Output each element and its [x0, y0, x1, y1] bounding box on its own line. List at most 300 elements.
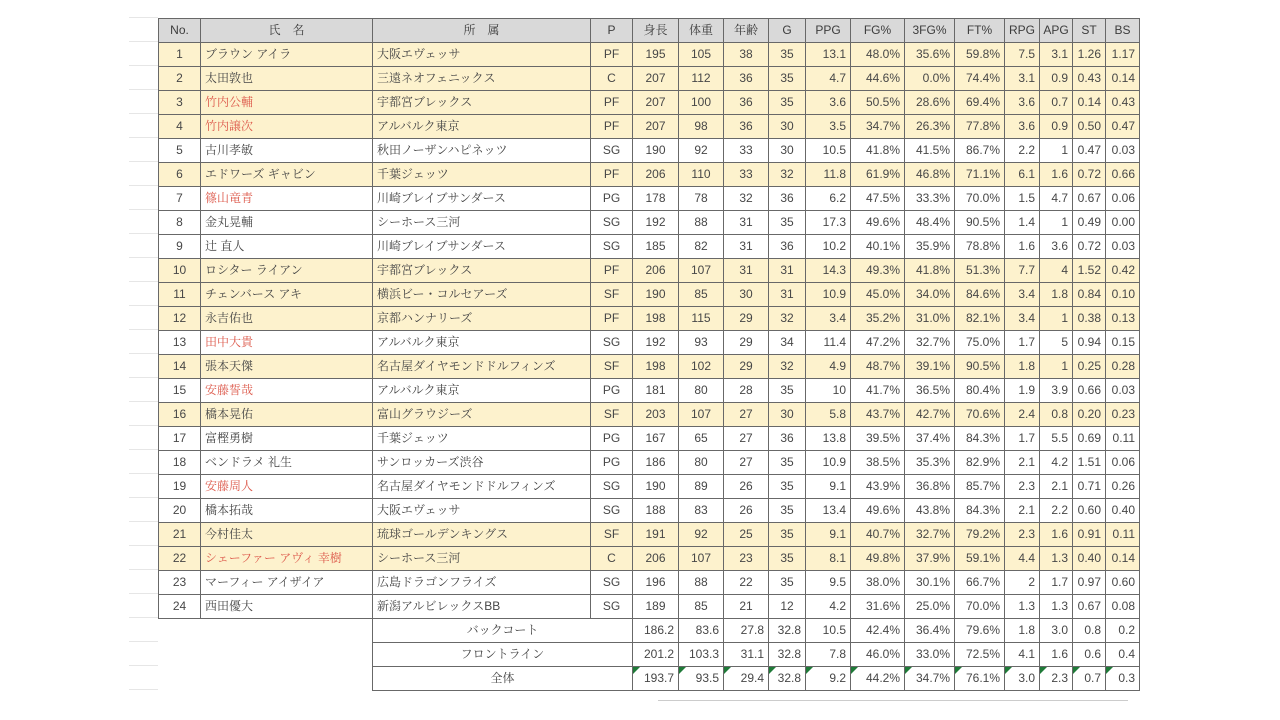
- player-name-cell[interactable]: 安藤周人: [201, 475, 373, 499]
- player-name-cell[interactable]: 辻 直人: [201, 235, 373, 259]
- player-fg-pct-cell[interactable]: 49.6%: [851, 211, 905, 235]
- player-height-cell[interactable]: 181: [633, 379, 679, 403]
- player-ft-pct-cell[interactable]: 85.7%: [955, 475, 1005, 499]
- player-fg-pct-cell[interactable]: 35.2%: [851, 307, 905, 331]
- player-position-cell[interactable]: PF: [591, 163, 633, 187]
- player-fg-pct-cell[interactable]: 49.6%: [851, 499, 905, 523]
- player-st-cell[interactable]: 0.69: [1073, 427, 1106, 451]
- player-st-cell[interactable]: 0.72: [1073, 163, 1106, 187]
- player-apg-cell[interactable]: 1: [1040, 355, 1073, 379]
- player-apg-cell[interactable]: 4.7: [1040, 187, 1073, 211]
- player-rpg-cell[interactable]: 7.5: [1005, 43, 1040, 67]
- player-team-cell[interactable]: 横浜ビー・コルセアーズ: [373, 283, 591, 307]
- player-ft-pct-cell[interactable]: 51.3%: [955, 259, 1005, 283]
- summary-fg-pct-cell[interactable]: 44.2%: [851, 667, 905, 691]
- summary-rpg-cell[interactable]: 3.0: [1005, 667, 1040, 691]
- player-team-cell[interactable]: アルバルク東京: [373, 331, 591, 355]
- player-height-cell[interactable]: 207: [633, 91, 679, 115]
- player-position-cell[interactable]: PF: [591, 91, 633, 115]
- player-3fg-pct-cell[interactable]: 37.9%: [905, 547, 955, 571]
- player-fg-pct-cell[interactable]: 43.9%: [851, 475, 905, 499]
- player-no-cell[interactable]: 18: [159, 451, 201, 475]
- player-team-cell[interactable]: サンロッカーズ渋谷: [373, 451, 591, 475]
- player-weight-cell[interactable]: 105: [679, 43, 724, 67]
- player-bs-cell[interactable]: 0.40: [1106, 499, 1140, 523]
- player-3fg-pct-cell[interactable]: 33.3%: [905, 187, 955, 211]
- player-height-cell[interactable]: 178: [633, 187, 679, 211]
- player-no-cell[interactable]: 14: [159, 355, 201, 379]
- player-weight-cell[interactable]: 100: [679, 91, 724, 115]
- player-apg-cell[interactable]: 1: [1040, 307, 1073, 331]
- player-rpg-cell[interactable]: 1.8: [1005, 355, 1040, 379]
- summary-st-cell[interactable]: 0.6: [1073, 643, 1106, 667]
- player-fg-pct-cell[interactable]: 39.5%: [851, 427, 905, 451]
- player-name-cell[interactable]: 橋本拓哉: [201, 499, 373, 523]
- player-height-cell[interactable]: 190: [633, 283, 679, 307]
- summary-3fg-pct-cell[interactable]: 36.4%: [905, 619, 955, 643]
- player-team-cell[interactable]: アルバルク東京: [373, 115, 591, 139]
- summary-rpg-cell[interactable]: 1.8: [1005, 619, 1040, 643]
- player-team-cell[interactable]: 千葉ジェッツ: [373, 163, 591, 187]
- player-st-cell[interactable]: 1.52: [1073, 259, 1106, 283]
- player-apg-cell[interactable]: 1.7: [1040, 571, 1073, 595]
- player-no-cell[interactable]: 4: [159, 115, 201, 139]
- player-rpg-cell[interactable]: 2: [1005, 571, 1040, 595]
- summary-bs-cell[interactable]: 0.2: [1106, 619, 1140, 643]
- player-ppg-cell[interactable]: 3.6: [806, 91, 851, 115]
- player-age-cell[interactable]: 27: [724, 427, 769, 451]
- summary-apg-cell[interactable]: 3.0: [1040, 619, 1073, 643]
- column-header-games[interactable]: G: [769, 19, 806, 43]
- player-ppg-cell[interactable]: 3.4: [806, 307, 851, 331]
- player-bs-cell[interactable]: 0.06: [1106, 451, 1140, 475]
- column-header-name[interactable]: 氏 名: [201, 19, 373, 43]
- player-weight-cell[interactable]: 85: [679, 283, 724, 307]
- player-3fg-pct-cell[interactable]: 35.6%: [905, 43, 955, 67]
- summary-ft-pct-cell[interactable]: 79.6%: [955, 619, 1005, 643]
- player-team-cell[interactable]: 宇都宮ブレックス: [373, 259, 591, 283]
- player-3fg-pct-cell[interactable]: 32.7%: [905, 331, 955, 355]
- player-games-cell[interactable]: 35: [769, 475, 806, 499]
- player-position-cell[interactable]: SG: [591, 499, 633, 523]
- player-fg-pct-cell[interactable]: 44.6%: [851, 67, 905, 91]
- player-no-cell[interactable]: 1: [159, 43, 201, 67]
- player-fg-pct-cell[interactable]: 38.5%: [851, 451, 905, 475]
- player-height-cell[interactable]: 192: [633, 211, 679, 235]
- player-ppg-cell[interactable]: 5.8: [806, 403, 851, 427]
- player-age-cell[interactable]: 22: [724, 571, 769, 595]
- player-weight-cell[interactable]: 82: [679, 235, 724, 259]
- player-games-cell[interactable]: 12: [769, 595, 806, 619]
- player-age-cell[interactable]: 29: [724, 307, 769, 331]
- player-st-cell[interactable]: 0.60: [1073, 499, 1106, 523]
- player-rpg-cell[interactable]: 1.6: [1005, 235, 1040, 259]
- summary-st-cell[interactable]: 0.7: [1073, 667, 1106, 691]
- player-st-cell[interactable]: 0.71: [1073, 475, 1106, 499]
- player-age-cell[interactable]: 26: [724, 499, 769, 523]
- player-team-cell[interactable]: 大阪エヴェッサ: [373, 43, 591, 67]
- player-weight-cell[interactable]: 110: [679, 163, 724, 187]
- player-rpg-cell[interactable]: 2.1: [1005, 499, 1040, 523]
- player-ft-pct-cell[interactable]: 78.8%: [955, 235, 1005, 259]
- player-st-cell[interactable]: 0.50: [1073, 115, 1106, 139]
- player-ppg-cell[interactable]: 13.4: [806, 499, 851, 523]
- column-header-no[interactable]: No.: [159, 19, 201, 43]
- player-height-cell[interactable]: 167: [633, 427, 679, 451]
- player-games-cell[interactable]: 35: [769, 451, 806, 475]
- player-ppg-cell[interactable]: 10.2: [806, 235, 851, 259]
- player-3fg-pct-cell[interactable]: 43.8%: [905, 499, 955, 523]
- player-height-cell[interactable]: 195: [633, 43, 679, 67]
- player-fg-pct-cell[interactable]: 48.7%: [851, 355, 905, 379]
- column-header-3fg-pct[interactable]: 3FG%: [905, 19, 955, 43]
- player-bs-cell[interactable]: 0.03: [1106, 379, 1140, 403]
- player-apg-cell[interactable]: 1: [1040, 211, 1073, 235]
- summary-bs-cell[interactable]: 0.4: [1106, 643, 1140, 667]
- player-team-cell[interactable]: シーホース三河: [373, 211, 591, 235]
- summary-3fg-pct-cell[interactable]: 34.7%: [905, 667, 955, 691]
- player-name-cell[interactable]: 金丸晃輔: [201, 211, 373, 235]
- player-name-cell[interactable]: 今村佳太: [201, 523, 373, 547]
- player-3fg-pct-cell[interactable]: 34.0%: [905, 283, 955, 307]
- player-bs-cell[interactable]: 0.47: [1106, 115, 1140, 139]
- player-no-cell[interactable]: 21: [159, 523, 201, 547]
- player-no-cell[interactable]: 15: [159, 379, 201, 403]
- player-3fg-pct-cell[interactable]: 41.5%: [905, 139, 955, 163]
- player-bs-cell[interactable]: 0.15: [1106, 331, 1140, 355]
- player-no-cell[interactable]: 17: [159, 427, 201, 451]
- player-no-cell[interactable]: 3: [159, 91, 201, 115]
- player-bs-cell[interactable]: 0.14: [1106, 547, 1140, 571]
- player-weight-cell[interactable]: 92: [679, 523, 724, 547]
- player-rpg-cell[interactable]: 3.4: [1005, 283, 1040, 307]
- player-rpg-cell[interactable]: 3.1: [1005, 67, 1040, 91]
- player-position-cell[interactable]: PF: [591, 259, 633, 283]
- player-games-cell[interactable]: 35: [769, 571, 806, 595]
- player-no-cell[interactable]: 9: [159, 235, 201, 259]
- player-weight-cell[interactable]: 88: [679, 211, 724, 235]
- summary-label-cell[interactable]: フロントライン: [373, 643, 633, 667]
- player-apg-cell[interactable]: 1.3: [1040, 547, 1073, 571]
- player-ft-pct-cell[interactable]: 59.1%: [955, 547, 1005, 571]
- player-bs-cell[interactable]: 0.11: [1106, 427, 1140, 451]
- player-ft-pct-cell[interactable]: 90.5%: [955, 355, 1005, 379]
- player-team-cell[interactable]: 秋田ノーザンハピネッツ: [373, 139, 591, 163]
- column-header-ppg[interactable]: PPG: [806, 19, 851, 43]
- player-ft-pct-cell[interactable]: 70.0%: [955, 595, 1005, 619]
- summary-fg-pct-cell[interactable]: 42.4%: [851, 619, 905, 643]
- player-games-cell[interactable]: 36: [769, 427, 806, 451]
- player-rpg-cell[interactable]: 6.1: [1005, 163, 1040, 187]
- summary-bs-cell[interactable]: 0.3: [1106, 667, 1140, 691]
- player-name-cell[interactable]: 橋本晃佑: [201, 403, 373, 427]
- player-height-cell[interactable]: 206: [633, 259, 679, 283]
- player-height-cell[interactable]: 191: [633, 523, 679, 547]
- player-position-cell[interactable]: PF: [591, 307, 633, 331]
- summary-weight-cell[interactable]: 103.3: [679, 643, 724, 667]
- player-position-cell[interactable]: SG: [591, 571, 633, 595]
- player-st-cell[interactable]: 0.97: [1073, 571, 1106, 595]
- player-position-cell[interactable]: SG: [591, 595, 633, 619]
- player-games-cell[interactable]: 35: [769, 91, 806, 115]
- player-position-cell[interactable]: PG: [591, 427, 633, 451]
- player-height-cell[interactable]: 189: [633, 595, 679, 619]
- player-position-cell[interactable]: SG: [591, 139, 633, 163]
- player-ft-pct-cell[interactable]: 80.4%: [955, 379, 1005, 403]
- player-no-cell[interactable]: 8: [159, 211, 201, 235]
- player-age-cell[interactable]: 36: [724, 91, 769, 115]
- summary-games-cell[interactable]: 32.8: [769, 643, 806, 667]
- player-fg-pct-cell[interactable]: 47.5%: [851, 187, 905, 211]
- player-fg-pct-cell[interactable]: 50.5%: [851, 91, 905, 115]
- player-st-cell[interactable]: 0.66: [1073, 379, 1106, 403]
- column-header-st[interactable]: ST: [1073, 19, 1106, 43]
- player-position-cell[interactable]: PG: [591, 187, 633, 211]
- player-games-cell[interactable]: 30: [769, 403, 806, 427]
- player-position-cell[interactable]: SF: [591, 403, 633, 427]
- player-fg-pct-cell[interactable]: 49.8%: [851, 547, 905, 571]
- column-header-fg-pct[interactable]: FG%: [851, 19, 905, 43]
- player-apg-cell[interactable]: 5.5: [1040, 427, 1073, 451]
- player-games-cell[interactable]: 34: [769, 331, 806, 355]
- player-no-cell[interactable]: 20: [159, 499, 201, 523]
- player-st-cell[interactable]: 0.91: [1073, 523, 1106, 547]
- player-team-cell[interactable]: 名古屋ダイヤモンドドルフィンズ: [373, 475, 591, 499]
- player-age-cell[interactable]: 29: [724, 331, 769, 355]
- player-height-cell[interactable]: 196: [633, 571, 679, 595]
- summary-ppg-cell[interactable]: 10.5: [806, 619, 851, 643]
- player-bs-cell[interactable]: 0.60: [1106, 571, 1140, 595]
- player-height-cell[interactable]: 198: [633, 307, 679, 331]
- player-st-cell[interactable]: 0.25: [1073, 355, 1106, 379]
- player-height-cell[interactable]: 188: [633, 499, 679, 523]
- player-ppg-cell[interactable]: 10: [806, 379, 851, 403]
- player-age-cell[interactable]: 29: [724, 355, 769, 379]
- player-3fg-pct-cell[interactable]: 32.7%: [905, 523, 955, 547]
- player-age-cell[interactable]: 33: [724, 163, 769, 187]
- player-name-cell[interactable]: マーフィー アイザイア: [201, 571, 373, 595]
- summary-apg-cell[interactable]: 2.3: [1040, 667, 1073, 691]
- player-rpg-cell[interactable]: 7.7: [1005, 259, 1040, 283]
- player-games-cell[interactable]: 36: [769, 235, 806, 259]
- player-height-cell[interactable]: 207: [633, 67, 679, 91]
- player-bs-cell[interactable]: 0.13: [1106, 307, 1140, 331]
- player-rpg-cell[interactable]: 1.9: [1005, 379, 1040, 403]
- player-bs-cell[interactable]: 0.14: [1106, 67, 1140, 91]
- player-team-cell[interactable]: 新潟アルビレックスBB: [373, 595, 591, 619]
- summary-ppg-cell[interactable]: 9.2: [806, 667, 851, 691]
- player-apg-cell[interactable]: 4: [1040, 259, 1073, 283]
- player-no-cell[interactable]: 22: [159, 547, 201, 571]
- player-rpg-cell[interactable]: 2.3: [1005, 523, 1040, 547]
- player-weight-cell[interactable]: 85: [679, 595, 724, 619]
- player-rpg-cell[interactable]: 2.4: [1005, 403, 1040, 427]
- player-ppg-cell[interactable]: 4.2: [806, 595, 851, 619]
- player-st-cell[interactable]: 0.14: [1073, 91, 1106, 115]
- player-age-cell[interactable]: 36: [724, 67, 769, 91]
- player-team-cell[interactable]: 広島ドラゴンフライズ: [373, 571, 591, 595]
- player-ft-pct-cell[interactable]: 70.6%: [955, 403, 1005, 427]
- player-fg-pct-cell[interactable]: 48.0%: [851, 43, 905, 67]
- player-ppg-cell[interactable]: 17.3: [806, 211, 851, 235]
- player-weight-cell[interactable]: 78: [679, 187, 724, 211]
- player-age-cell[interactable]: 31: [724, 259, 769, 283]
- column-header-age[interactable]: 年齢: [724, 19, 769, 43]
- player-position-cell[interactable]: C: [591, 67, 633, 91]
- player-age-cell[interactable]: 25: [724, 523, 769, 547]
- player-fg-pct-cell[interactable]: 41.7%: [851, 379, 905, 403]
- player-age-cell[interactable]: 27: [724, 403, 769, 427]
- player-no-cell[interactable]: 19: [159, 475, 201, 499]
- player-bs-cell[interactable]: 0.08: [1106, 595, 1140, 619]
- player-ft-pct-cell[interactable]: 74.4%: [955, 67, 1005, 91]
- player-ppg-cell[interactable]: 4.7: [806, 67, 851, 91]
- player-ppg-cell[interactable]: 13.1: [806, 43, 851, 67]
- player-height-cell[interactable]: 207: [633, 115, 679, 139]
- player-position-cell[interactable]: SF: [591, 523, 633, 547]
- player-age-cell[interactable]: 23: [724, 547, 769, 571]
- player-3fg-pct-cell[interactable]: 35.9%: [905, 235, 955, 259]
- player-3fg-pct-cell[interactable]: 46.8%: [905, 163, 955, 187]
- player-3fg-pct-cell[interactable]: 30.1%: [905, 571, 955, 595]
- player-ppg-cell[interactable]: 10.5: [806, 139, 851, 163]
- player-weight-cell[interactable]: 80: [679, 379, 724, 403]
- player-bs-cell[interactable]: 1.17: [1106, 43, 1140, 67]
- summary-st-cell[interactable]: 0.8: [1073, 619, 1106, 643]
- player-rpg-cell[interactable]: 1.5: [1005, 187, 1040, 211]
- player-weight-cell[interactable]: 83: [679, 499, 724, 523]
- player-age-cell[interactable]: 30: [724, 283, 769, 307]
- summary-age-cell[interactable]: 29.4: [724, 667, 769, 691]
- summary-ft-pct-cell[interactable]: 72.5%: [955, 643, 1005, 667]
- player-name-cell[interactable]: 竹内公輔: [201, 91, 373, 115]
- summary-apg-cell[interactable]: 1.6: [1040, 643, 1073, 667]
- player-rpg-cell[interactable]: 4.4: [1005, 547, 1040, 571]
- player-fg-pct-cell[interactable]: 40.1%: [851, 235, 905, 259]
- player-apg-cell[interactable]: 3.6: [1040, 235, 1073, 259]
- player-age-cell[interactable]: 36: [724, 115, 769, 139]
- player-name-cell[interactable]: エドワーズ ギャビン: [201, 163, 373, 187]
- player-position-cell[interactable]: PF: [591, 43, 633, 67]
- player-ft-pct-cell[interactable]: 79.2%: [955, 523, 1005, 547]
- player-name-cell[interactable]: 篠山竜青: [201, 187, 373, 211]
- player-ft-pct-cell[interactable]: 66.7%: [955, 571, 1005, 595]
- player-3fg-pct-cell[interactable]: 26.3%: [905, 115, 955, 139]
- player-apg-cell[interactable]: 3.1: [1040, 43, 1073, 67]
- summary-weight-cell[interactable]: 83.6: [679, 619, 724, 643]
- player-name-cell[interactable]: 竹内譲次: [201, 115, 373, 139]
- player-ft-pct-cell[interactable]: 84.6%: [955, 283, 1005, 307]
- player-games-cell[interactable]: 35: [769, 43, 806, 67]
- player-bs-cell[interactable]: 0.43: [1106, 91, 1140, 115]
- summary-height-cell[interactable]: 186.2: [633, 619, 679, 643]
- player-games-cell[interactable]: 35: [769, 499, 806, 523]
- player-ft-pct-cell[interactable]: 86.7%: [955, 139, 1005, 163]
- player-apg-cell[interactable]: 0.9: [1040, 67, 1073, 91]
- player-rpg-cell[interactable]: 3.4: [1005, 307, 1040, 331]
- player-apg-cell[interactable]: 0.9: [1040, 115, 1073, 139]
- player-age-cell[interactable]: 27: [724, 451, 769, 475]
- summary-games-cell[interactable]: 32.8: [769, 619, 806, 643]
- player-height-cell[interactable]: 186: [633, 451, 679, 475]
- player-ppg-cell[interactable]: 14.3: [806, 259, 851, 283]
- player-ppg-cell[interactable]: 11.8: [806, 163, 851, 187]
- player-bs-cell[interactable]: 0.03: [1106, 139, 1140, 163]
- player-fg-pct-cell[interactable]: 41.8%: [851, 139, 905, 163]
- player-ppg-cell[interactable]: 10.9: [806, 451, 851, 475]
- player-bs-cell[interactable]: 0.23: [1106, 403, 1140, 427]
- player-position-cell[interactable]: C: [591, 547, 633, 571]
- summary-height-cell[interactable]: 193.7: [633, 667, 679, 691]
- player-apg-cell[interactable]: 1.3: [1040, 595, 1073, 619]
- player-team-cell[interactable]: 富山グラウジーズ: [373, 403, 591, 427]
- player-team-cell[interactable]: 三遠ネオフェニックス: [373, 67, 591, 91]
- player-name-cell[interactable]: 永吉佑也: [201, 307, 373, 331]
- player-ppg-cell[interactable]: 11.4: [806, 331, 851, 355]
- player-bs-cell[interactable]: 0.03: [1106, 235, 1140, 259]
- player-st-cell[interactable]: 0.47: [1073, 139, 1106, 163]
- player-rpg-cell[interactable]: 1.7: [1005, 331, 1040, 355]
- player-ppg-cell[interactable]: 3.5: [806, 115, 851, 139]
- summary-games-cell[interactable]: 32.8: [769, 667, 806, 691]
- player-ft-pct-cell[interactable]: 75.0%: [955, 331, 1005, 355]
- player-weight-cell[interactable]: 112: [679, 67, 724, 91]
- player-games-cell[interactable]: 35: [769, 211, 806, 235]
- player-bs-cell[interactable]: 0.00: [1106, 211, 1140, 235]
- player-apg-cell[interactable]: 5: [1040, 331, 1073, 355]
- player-st-cell[interactable]: 0.94: [1073, 331, 1106, 355]
- summary-height-cell[interactable]: 201.2: [633, 643, 679, 667]
- summary-fg-pct-cell[interactable]: 46.0%: [851, 643, 905, 667]
- player-fg-pct-cell[interactable]: 47.2%: [851, 331, 905, 355]
- player-weight-cell[interactable]: 107: [679, 403, 724, 427]
- player-st-cell[interactable]: 0.67: [1073, 595, 1106, 619]
- column-header-bs[interactable]: BS: [1106, 19, 1140, 43]
- player-team-cell[interactable]: 琉球ゴールデンキングス: [373, 523, 591, 547]
- player-rpg-cell[interactable]: 1.4: [1005, 211, 1040, 235]
- player-st-cell[interactable]: 0.38: [1073, 307, 1106, 331]
- player-no-cell[interactable]: 7: [159, 187, 201, 211]
- summary-weight-cell[interactable]: 93.5: [679, 667, 724, 691]
- player-team-cell[interactable]: 京都ハンナリーズ: [373, 307, 591, 331]
- summary-label-cell[interactable]: 全体: [373, 667, 633, 691]
- player-games-cell[interactable]: 35: [769, 67, 806, 91]
- player-name-cell[interactable]: 安藤誓哉: [201, 379, 373, 403]
- player-name-cell[interactable]: 富樫勇樹: [201, 427, 373, 451]
- player-weight-cell[interactable]: 107: [679, 259, 724, 283]
- player-ppg-cell[interactable]: 4.9: [806, 355, 851, 379]
- player-3fg-pct-cell[interactable]: 25.0%: [905, 595, 955, 619]
- player-name-cell[interactable]: ブラウン アイラ: [201, 43, 373, 67]
- player-st-cell[interactable]: 0.49: [1073, 211, 1106, 235]
- player-weight-cell[interactable]: 80: [679, 451, 724, 475]
- summary-label-cell[interactable]: バックコート: [373, 619, 633, 643]
- player-st-cell[interactable]: 0.20: [1073, 403, 1106, 427]
- summary-3fg-pct-cell[interactable]: 33.0%: [905, 643, 955, 667]
- player-name-cell[interactable]: 太田敦也: [201, 67, 373, 91]
- player-games-cell[interactable]: 36: [769, 187, 806, 211]
- player-height-cell[interactable]: 192: [633, 331, 679, 355]
- player-st-cell[interactable]: 0.67: [1073, 187, 1106, 211]
- player-3fg-pct-cell[interactable]: 28.6%: [905, 91, 955, 115]
- player-bs-cell[interactable]: 0.06: [1106, 187, 1140, 211]
- player-rpg-cell[interactable]: 1.3: [1005, 595, 1040, 619]
- player-3fg-pct-cell[interactable]: 42.7%: [905, 403, 955, 427]
- player-team-cell[interactable]: 千葉ジェッツ: [373, 427, 591, 451]
- player-ppg-cell[interactable]: 8.1: [806, 547, 851, 571]
- column-header-ft-pct[interactable]: FT%: [955, 19, 1005, 43]
- player-team-cell[interactable]: アルバルク東京: [373, 379, 591, 403]
